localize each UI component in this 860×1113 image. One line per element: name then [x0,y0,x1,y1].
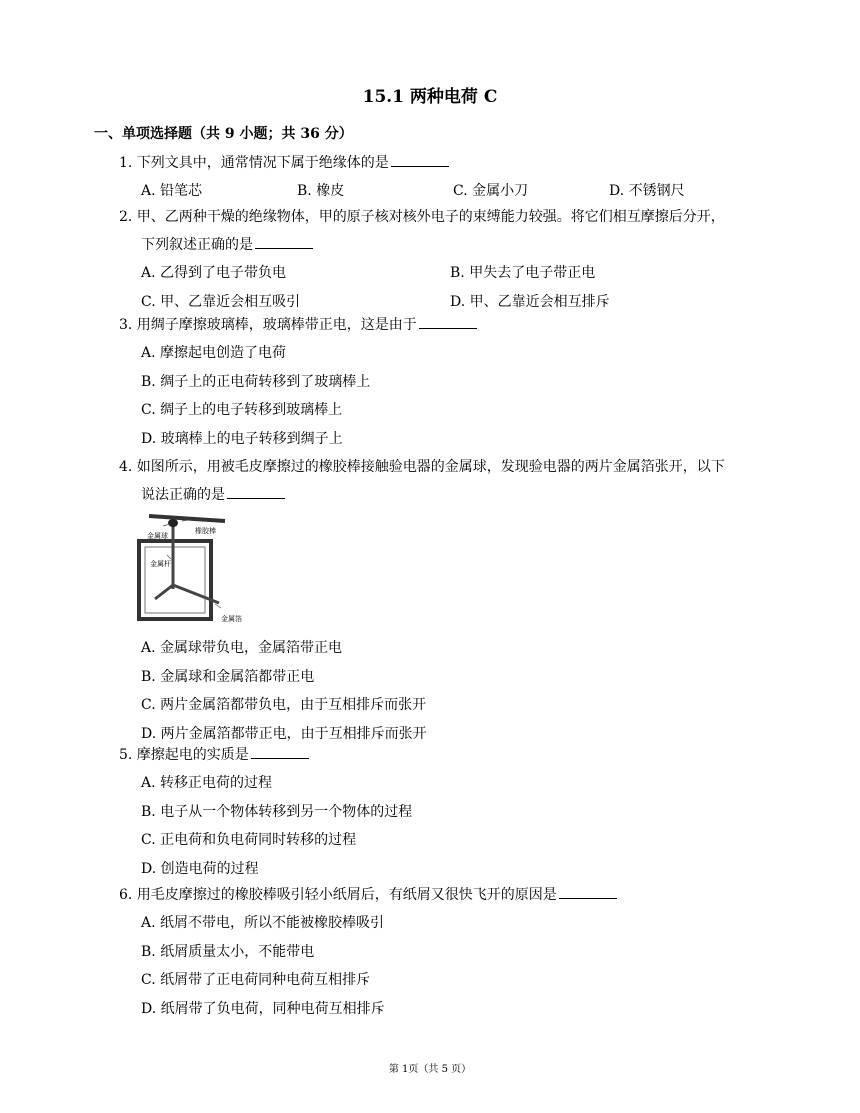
option-d[interactable]: D. 纸屑带了负电荷，同种电荷互相排斥 [141,1000,385,1017]
option-c[interactable]: C. 甲、乙靠近会相互吸引 [141,293,301,310]
page-title: 15.1 两种电荷 C [362,87,498,107]
option-d[interactable]: D. 不锈钢尺 [609,183,685,199]
option-d[interactable]: D. 玻璃棒上的电子转移到绸子上 [141,430,343,447]
question-stem: 2. 甲、乙两种干燥的绝缘物体，甲的原子核对核外电子的束缚能力较强。将它们相互摩擦后分开， [119,209,725,225]
electroscope-figure [137,513,257,628]
question-3 [119,311,477,453]
option-b[interactable]: B. 电子从一个物体转移到另一个物体的过程 [141,803,413,820]
option-a[interactable]: A. 转移正电荷的过程 [141,775,273,791]
question-text: 1. 下列文具中，通常情况下属于绝缘体的是 [119,155,389,171]
option-b[interactable]: B. 纸屑质量太小，不能带电 [141,943,315,960]
question-stem-continued [119,231,759,259]
option-d[interactable]: D. 两片金属箔都带正电，由于互相排斥而张开 [141,725,427,742]
question-5 [119,741,412,883]
answer-blank[interactable] [227,484,285,499]
option-a[interactable]: A. 摩擦起电创造了电荷 [141,345,287,361]
answer-blank[interactable] [255,234,313,249]
option-a[interactable]: A. 乙得到了电子带负电 [141,265,287,281]
option-c[interactable]: C. 金属小刀 [453,183,529,199]
question-6 [119,881,617,1023]
option-d[interactable]: D. 创造电荷的过程 [141,860,259,877]
option-a[interactable]: A. 铅笔芯 [141,183,203,199]
answer-blank[interactable] [391,152,449,167]
option-d[interactable]: D. 甲、乙靠近会相互排斥 [450,293,610,310]
option-b[interactable]: B. 橡皮 [297,183,345,199]
page-footer: 第 1页（共 5 页） [388,1064,472,1075]
question-text: 说法正确的是 [141,487,225,503]
question-stem [119,741,412,769]
option-c[interactable]: C. 绸子上的电子转移到玻璃棒上 [141,402,343,418]
question-stem: 4. 如图所示，用被毛皮摩擦过的橡胶棒接触验电器的金属球，发现验电器的两片金属箔张开，以下 [119,459,725,475]
question-stem [119,881,617,909]
answer-blank[interactable] [251,744,309,759]
question-1 [119,149,765,206]
label-rubber-rod: 橡胶棒 [195,527,216,535]
options-row [119,177,765,206]
options-row [119,259,759,288]
question-stem [119,311,477,339]
answer-blank[interactable] [559,884,617,899]
answer-blank[interactable] [419,314,477,329]
option-a[interactable]: A. 金属球带负电，金属箔带正电 [141,640,343,656]
label-metal-foil: 金属箔 [221,615,242,623]
option-a[interactable]: A. 纸屑不带电，所以不能被橡胶棒吸引 [141,915,385,931]
label-metal-ball: 金属球 [147,532,168,540]
option-c[interactable]: C. 两片金属箔都带负电，由于互相排斥而张开 [141,697,427,713]
question-text: 6. 用毛皮摩擦过的橡胶棒吸引轻小纸屑后，有纸屑又很快飞开的原因是 [119,887,557,903]
option-c[interactable]: C. 纸屑带了正电荷同种电荷互相排斥 [141,972,371,988]
question-text: 3. 用绸子摩擦玻璃棒，玻璃棒带正电，这是由于 [119,317,417,333]
label-metal-rod: 金属杆 [150,560,171,568]
question-stem-continued [119,481,725,509]
option-b[interactable]: B. 金属球和金属箔都带正电 [141,668,315,685]
section-heading: 一、单项选择题（共 9 小题；共 36 分） [94,126,353,142]
option-c[interactable]: C. 正电荷和负电荷同时转移的过程 [141,832,357,848]
question-stem [119,149,765,177]
question-text: 5. 摩擦起电的实质是 [119,747,249,763]
option-b[interactable]: B. 绸子上的正电荷转移到了玻璃棒上 [141,373,371,390]
question-4 [119,453,725,748]
question-2 [119,203,759,316]
question-text: 下列叙述正确的是 [141,237,253,253]
option-b[interactable]: B. 甲失去了电子带正电 [450,265,596,281]
